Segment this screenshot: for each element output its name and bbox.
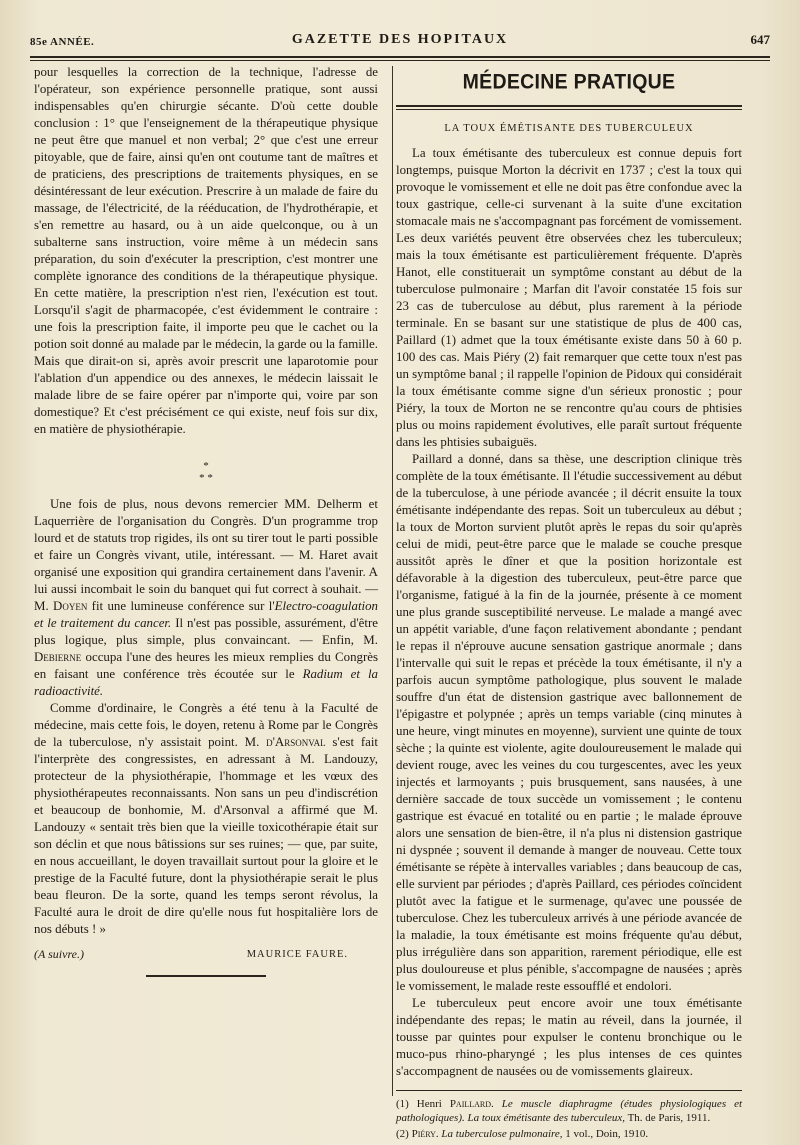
person-name: Debierne xyxy=(34,650,82,664)
paragraph: Paillard a donné, dans sa thèse, une description clinique très complète de la toux émétisante. Il l'étudie successivement au début de la tuberculose, à une période avancée ; il décrit ensuite la toux émétisante indépendante des repas. Soit un tuberculeux au début ; la toux de Morton survient plutôt après le repas du soir qu'après celui de midi, peut-être parce que le malade se couche presque aussitôt après le dîner et que la position horizontale est défavorable à la digestion des tuberculeux, peut-être parce que l'organisme, fatigué à la fin de la journée, présente à ce moment une plus grande susceptibilité nerveuse. Le malade a mangé avec un appétit variable, d'une façon relativement abondante ; pendant le repas il n'éprouve aucune sensation gastrique anormale ; dans l'intervalle qui suit le repas et précède la toux émétisante, il n'y a parfois aucun symptôme pathologique, plus souvent le malade souffre d'un état de distension gastrique avec ballonnement de l'épigastre et polypnée ; après un temps variable (cinq minutes à une heure, vingt minutes en moyenne), survient une quinte de toux sèche ; la quinte est violente, agite douloureusement le malade qui devient rouge, avec les veines du cou turgescentes, avec les yeux injectés et larmoyants ; puis brusquement, sans nausées, à une dernière saccade de toux succède un vomissement ; le contenu gastrique est évacué en totalité ou en partie ; le malade éprouve alors une sensation de bien-être, il n'a plus ni distension gastrique ni dyspnée ; souvent il demande à manger de nouveau. Cette toux émétisante se répète à intervalles variables ; dans beaucoup de cas, elle survient par périodes ; d'après Paillard, ces périodes coïncident plutôt avec la fatigue et le surmenage, qu'avec une poussée de tuberculose. Chez les tuberculeux arrivés à une période avancée de la maladie, la toux émétisante est moins fréquente qu'au début, plus irrégulière dans son apparition, rarement périodique, elle est plus douloureuse et plus pénible, s'accompagne de nausées ; après le vomissement, le malade reste essoufflé et endolori. xyxy=(396,452,742,993)
section-title: MÉDECINE PRATIQUE xyxy=(462,69,676,95)
asterism-separator: * * * xyxy=(199,460,213,484)
right-column xyxy=(396,64,742,1143)
page-number: 647 xyxy=(750,32,770,47)
lecture-title: Electro-coagulation et le traitement du cancer. xyxy=(34,599,378,630)
header-rule-thin xyxy=(30,60,770,61)
paragraph: Une fois de plus, nous devons remercier MM. Delherm et Laquerrière de l'organisation du Congrès. D'un programme trop lourd et de statuts trop rigides, ils ont su tirer tout le parti possible et faire un Congrès vivant, utile, intéressant. — M. Haret avait organisé une exposition qui grandira certainement dans l'avenir. A lui aussi incombait le soin du banquet qui fut correct à souhait. — M. Doyen fit une lumineuse conférence sur l'Electro-coagulation et le traitement du cancer. Il n'est pas possible, assurément, d'être plus logique, plus simple, plus convaincant. — Enfin, M. Debierne occupa l'une des heures les mieux remplies du Congrès en faisant une conférence très écoutée sur le Radium et la radioactivité. xyxy=(34,497,378,698)
section-rule xyxy=(396,105,742,107)
paragraph: pour lesquelles la correction de la technique, l'adresse de l'opérateur, son expérience personnelle pratique, sont aussi indispensables qu'en chirurgie sécante. D'où cette double conclusion : 1° que l'enseignement de la thérapeutique physique ne peut être que manuel et non verbal; 2° que c'est une erreur pitoyable, que de faire, ainsi qu'en ont coutume tant de maîtres et de praticiens, des prescriptions de traitements physiques, en se désintéressant de leur exécution. Prescrire à un malade de faire du massage, de l'électricité, de la rééducation, de l'hydrothérapie, et s'en remettre au hasard, ou à un aide quelconque, ou à un subalterne sans instruction, voire même à un médecin sans préparation, du soin d'exécuter la prescription, c'est montrer une complète ignorance des conditions de la thérapeutique physique. En cette matière, la prescription n'est rien, l'exécution est tout. Lorsqu'il s'agit de pharmacopée, c'est évidemment le contraire : une fois la prescription faite, il importe peu que le cachet ou la potion soit donné au malade par le médecin, la garde ou la famille. Mais que dirait-on si, après avoir prescrit une laparotomie pour l'ablation d'un appendice ou des annexes, le médecin laissait le malade libre de se faire opérer par n'importe qui, voire par son domestique? Et c'est précisément ce qui existe, neuf fois sur dix, en matière de physiothérapie. xyxy=(34,65,378,436)
signature-row xyxy=(34,946,378,963)
section-rule-thin xyxy=(396,109,742,110)
issue-year: 85e ANNÉE. xyxy=(30,36,95,48)
header-rule xyxy=(30,56,770,58)
end-ornament xyxy=(146,975,266,977)
person-name: d'Arsonval xyxy=(266,735,326,749)
paragraph: Comme d'ordinaire, le Congrès a été tenu à la Faculté de médecine, mais cette fois, le doyen, retenu à Rome par le Congrès de la tuberculose, n'y assistait point. M. d'Arsonval s'est fait l'interprète des congressistes, en adressant à M. Landouzy, protecteur de la physiothérapie, l'hommage et les vœux des physiothérapeutes reconnaissants. Non sans un peu d'indiscrétion et beaucoup de bonhomie, M. d'Arsonval a affirmé que M. Landouzy « sentait très bien que la vieille toxicothérapie était sur son déclin et que nous bâtissions sur ses ruines; — que, par suite, en nous accueillant, le doyen travaillait surtout pour la gloire et le prestige de la Faculté future, dont la physiothérapie serait le plus beau fleuron. De la sorte, quand les temps seront révolus, la Faculté aura le droit de dire qu'elle nous fut hospitalière lors de nos débuts ! » xyxy=(34,701,378,936)
lecture-title: Radium et la radioactivité. xyxy=(34,667,378,698)
to-be-continued: (A suivre.) xyxy=(34,947,84,961)
left-column xyxy=(34,64,378,977)
footnote: (2) Piéry. La tuberculose pulmonaire, 1 vol., Doin, 1910. xyxy=(396,1128,649,1140)
author-signature: MAURICE FAURE. xyxy=(246,949,348,960)
footnote-rule xyxy=(396,1090,742,1091)
article-title: LA TOUX ÉMÉTISANTE DES TUBERCULEUX xyxy=(444,123,694,134)
journal-title: GAZETTE DES HOPITAUX xyxy=(291,32,509,47)
paragraph: La toux émétisante des tuberculeux est connue depuis fort longtemps, puisque Morton la décrivit en 1737 ; c'est la toux qui provoque le vomissement et elle ne doit pas être confondue avec la toux gastrique, celle-ci survenant à la suite d'une excitation stomacale mais ne s'accompagnant pas forcément de vomissement. Les deux variétés peuvent être observées chez les tuberculeux; mais la toux émétisante est particulièrement fréquente. D'après Hanot, elle constituerait un symptôme constant au début de la tuberculose pulmonaire ; Marfan dit l'avoir constatée 15 fois sur 23 cas de tuberculose au début, plus rarement à la période terminale. En se basant sur une statistique de plus de 400 cas, Paillard (1) admet que la toux émétisante existe dans 50 à 60 p. 100 des cas. Mais Piéry (2) fait remarquer que cette toux n'est pas un symptôme banal ; il rappelle l'opinion de Pidoux qui considérait la toux émétisante comme signe d'un sérieux pronostic ; pour Piéry, la toux de Morton ne se rencontre qu'au cours de phtisies plus ou moins rapidement évolutives, elle paraît surtout fréquente dans les phtisies subaiguës. xyxy=(396,146,743,449)
footnotes xyxy=(396,1097,742,1141)
column-divider xyxy=(392,66,393,1096)
footnote: (1) Henri Paillard. Le muscle diaphragme (études physiologiques et pathologiques). La toux émétisante des tuberculeux, Th. de Paris, 1911. xyxy=(396,1098,743,1124)
person-name: Doyen xyxy=(53,599,88,613)
page-header xyxy=(30,30,770,52)
paragraph: Le tuberculeux peut encore avoir une toux émétisante indépendante des repas; le matin au réveil, dans la journée, il tousse par quintes pour expulser le contenu bronchique ou le muco-pus rhino-pharyngé ; les plus intenses de ces quintes s'accompagnent de nausées ou de vomissements glaireux. xyxy=(396,996,742,1078)
